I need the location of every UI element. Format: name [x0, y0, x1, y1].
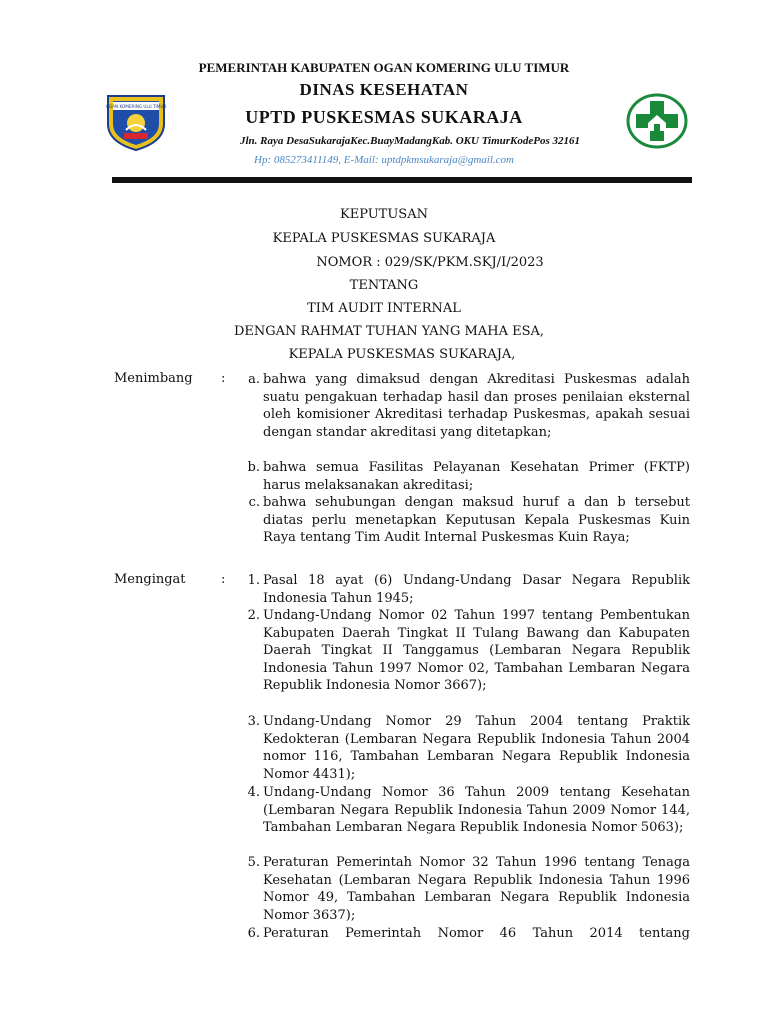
remembering-item-5: [236, 854, 690, 924]
remembering-item-3: [236, 713, 690, 783]
letterhead-divider: [112, 177, 692, 183]
considering-colon: :: [221, 371, 226, 386]
decree-number: NOMOR : 029/SK/PKM.SKJ/I/2023: [316, 255, 544, 270]
item-marker: 5.: [247, 855, 260, 870]
unit-name: UPTD PUSKESMAS SUKARAJA: [245, 107, 523, 127]
decree-blessing: DENGAN RAHMAT TUHAN YANG MAHA ESA,: [233, 324, 545, 339]
remembering-item-2: [236, 607, 690, 695]
decree-heading: KEPUTUSAN: [340, 207, 428, 222]
item-text: Peraturan Pemerintah Nomor 32 Tahun 1996 tentang Tenaga Kesehatan (Lembaran Negara Republik Indonesia Tahun 1996 Nomor 49, Tambahan Lembaran Negara Republik Indonesia Nomor 3637);: [263, 855, 690, 923]
item-marker: 4.: [247, 785, 260, 800]
remembering-label: Mengingat: [114, 572, 186, 587]
considering-item-c: [236, 494, 690, 547]
considering-item-a: [236, 371, 690, 441]
item-text: bahwa semua Fasilitas Pelayanan Kesehatan Primer (FKTP) harus melaksanakan akreditasi;: [263, 460, 690, 493]
remembering-item-6: [236, 925, 690, 943]
item-text: Undang-Undang Nomor 29 Tahun 2004 tentang Praktik Kedokteran (Lembaran Negara Republik Indonesia Tahun 2004 nomor 116, Tambahan Lembaran Negara Republik Indonesia Nomor 4431);: [263, 714, 690, 782]
decree-subject: TIM AUDIT INTERNAL: [307, 301, 461, 316]
considering-label: Menimbang: [114, 371, 193, 386]
letterhead: [0, 0, 768, 190]
remembering-item-4: [236, 784, 690, 837]
address-line: Jln. Raya DesaSukarajaKec.BuayMadangKab. OKU TimurKodePos 32161: [239, 135, 580, 147]
contact-line: Hp: 085273411149, E-Mail: uptdpkmsukaraja@gmail.com: [254, 154, 514, 166]
item-text: Peraturan Pemerintah Nomor 46 Tahun 2014 tentang: [263, 926, 690, 941]
remembering-colon: :: [221, 572, 226, 587]
item-marker: b.: [247, 460, 260, 475]
item-marker: a.: [248, 372, 260, 387]
item-marker: 1.: [247, 573, 260, 588]
item-text: bahwa sehubungan dengan maksud huruf a dan b tersebut diatas perlu menetapkan Keputusan Kepala Puskesmas Kuin Raya tentang Tim Audit Internal Puskesmas Kuin Raya;: [263, 495, 690, 546]
decree-about: TENTANG: [349, 278, 419, 293]
decree-issuer: KEPALA PUSKESMAS SUKARAJA: [272, 231, 496, 246]
item-text: bahwa yang dimaksud dengan Akreditasi Puskesmas adalah suatu pengakuan terhadap hasil dan proses penilaian eksternal oleh komisioner Akreditasi terhadap Puskesmas, apakah sesuai dengan standar akreditasi yang ditetapkan;: [263, 372, 690, 440]
logo-text: OGAN KOMERING ULU TIMUR: [105, 104, 167, 109]
decree-issuer-line: KEPALA PUSKESMAS SUKARAJA,: [288, 347, 516, 362]
item-marker: 2.: [247, 608, 260, 623]
item-text: Undang-Undang Nomor 36 Tahun 2009 tentang Kesehatan (Lembaran Negara Republik Indonesia Tahun 2009 Nomor 144, Tambahan Lembaran Negara Republik Indonesia Nomor 5063);: [263, 785, 690, 836]
item-text: Pasal 18 ayat (6) Undang-Undang Dasar Negara Republik Indonesia Tahun 1945;: [263, 573, 690, 606]
item-text: Undang-Undang Nomor 02 Tahun 1997 tentang Pembentukan Kabupaten Daerah Tingkat II Tulang Bawang dan Kabupaten Daerah Tingkat II Tanggamus (Lembaran Negara Republik Indonesia Tahun 1997 Nomor 02, Tambahan Lembaran Negara Republik Indonesia Nomor 3667);: [263, 608, 690, 694]
department-name: DINAS KESEHATAN: [299, 80, 469, 99]
item-marker: 3.: [247, 714, 260, 729]
remembering-item-1: [236, 572, 690, 607]
item-marker: 6.: [247, 926, 260, 941]
item-marker: c.: [248, 495, 260, 510]
considering-item-b: [236, 459, 690, 494]
puskesmas-cross-logo: [626, 93, 688, 149]
government-name: PEMERINTAH KABUPATEN OGAN KOMERING ULU TIMUR: [198, 60, 570, 75]
